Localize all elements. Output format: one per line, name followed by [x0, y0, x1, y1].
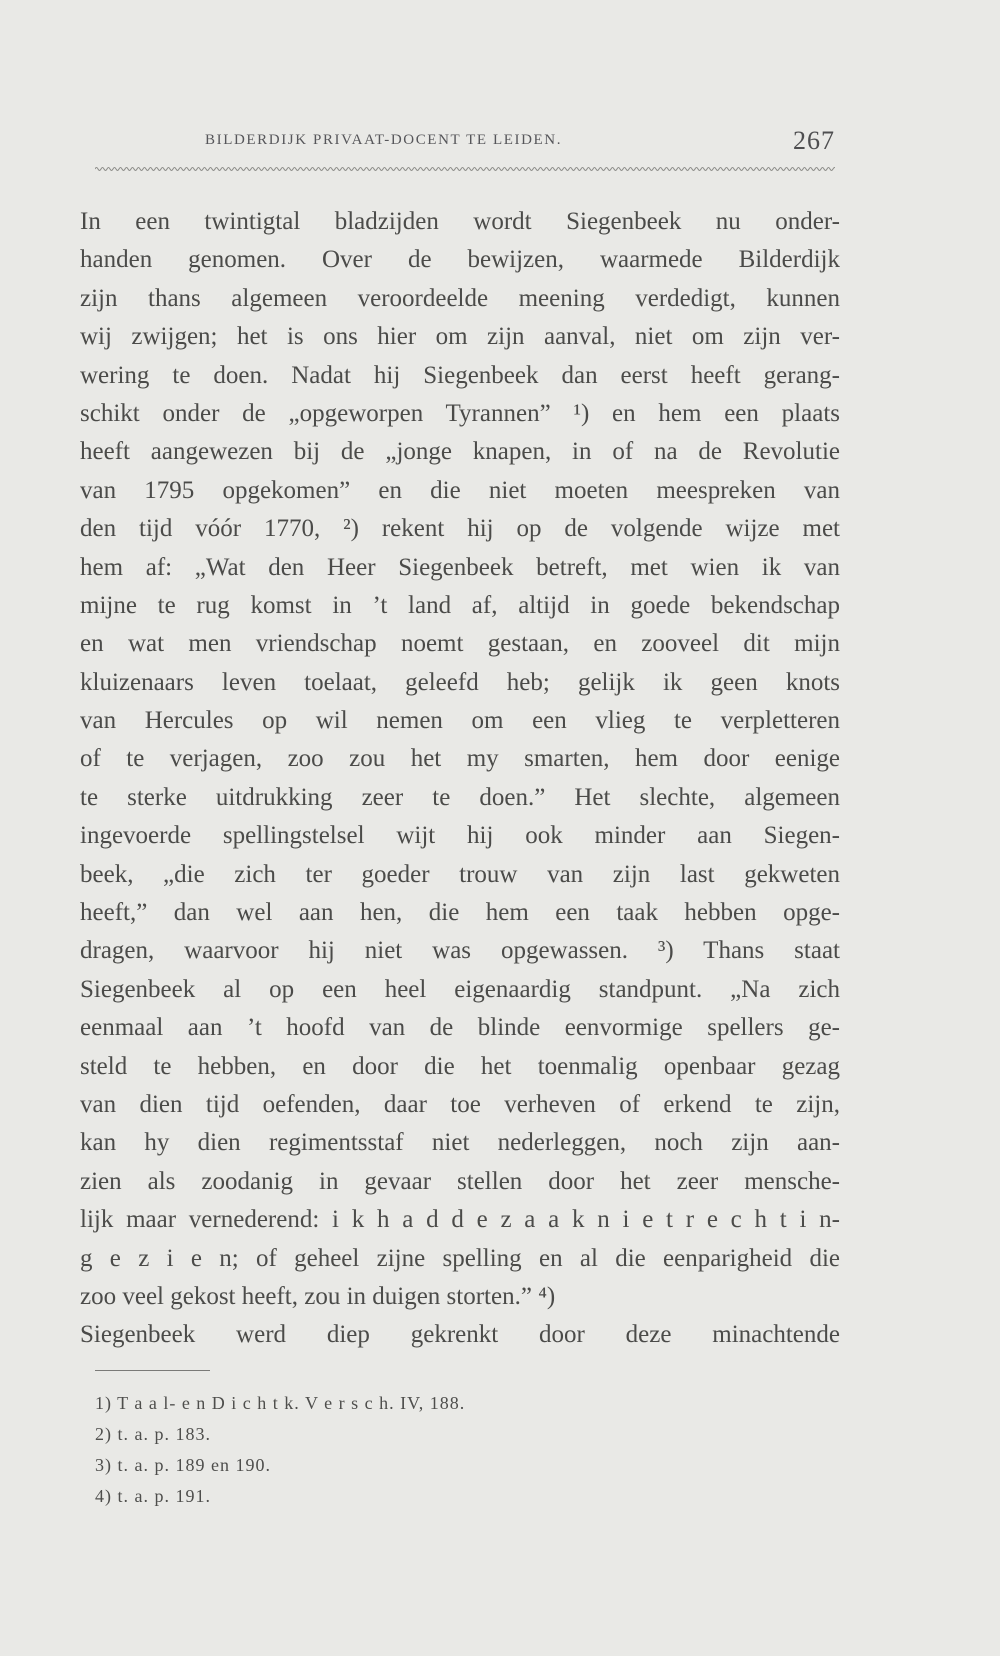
text-line: wering te doen. Nadat hij Siegenbeek dan eerst heeft gerang- — [80, 361, 840, 389]
text-line: hem af: „Wat den Heer Siegenbeek betreft, met wien ik van — [80, 553, 840, 581]
text-line: zoo veel gekost heeft, zou in duigen storten.” ⁴) — [80, 1282, 556, 1310]
text-line: kan hy dien regimentsstaf niet nederleggen, noch zijn aan- — [80, 1129, 840, 1157]
footnote-2: 2) t. a. p. 183. — [95, 1424, 211, 1444]
body-text — [80, 203, 840, 1355]
footnote-1: 1) T a a l- e n D i c h t k. V e r s c h. IV, 188. — [95, 1393, 466, 1413]
text-line: zijn thans algemeen veroordeelde meening verdedigt, kunnen — [80, 284, 840, 312]
footnotes — [95, 1388, 695, 1512]
text-line: heeft,” dan wel aan hen, die hem een taak hebben opge- — [80, 899, 840, 927]
text-line: mijne te rug komst in ’t land af, altijd in goede bekendschap — [80, 591, 840, 619]
text-line: zien als zoodanig in gevaar stellen door het zeer mensche- — [80, 1167, 840, 1195]
text-line: of te verjagen, zoo zou het my smarten, hem door eenige — [80, 745, 840, 773]
text-line: van Hercules op wil nemen om een vlieg te verpletteren — [80, 707, 840, 735]
text-line: g e z i e n; of geheel zijne spelling en al die eenparigheid die — [80, 1244, 840, 1272]
page-number: 267 — [793, 126, 835, 155]
text-line: van dien tijd oefenden, daar toe verheven of erkend te zijn, — [80, 1090, 840, 1118]
text-line: van 1795 opgekomen” en die niet moeten meespreken van — [80, 476, 840, 504]
text-line: dragen, waarvoor hij niet was opgewassen. ³) Thans staat — [80, 937, 840, 965]
text-line: Siegenbeek werd diep gekrenkt door deze minachtende — [80, 1321, 840, 1349]
text-line: steld te hebben, en door die het toenmalig openbaar gezag — [80, 1052, 840, 1080]
text-line: heeft aangewezen bij de „jonge knapen, in of na de Revolutie — [80, 438, 840, 466]
text-line: Siegenbeek al op een heel eigenaardig standpunt. „Na zich — [80, 975, 840, 1003]
footnote-rule — [95, 1370, 210, 1371]
ornamental-rule — [95, 165, 835, 173]
footnote-3: 3) t. a. p. 189 en 190. — [95, 1455, 271, 1475]
text-line: kluizenaars leven toelaat, geleefd heb; gelijk ik geen knots — [80, 668, 840, 696]
text-line: en wat men vriendschap noemt gestaan, en zooveel dit mijn — [80, 630, 840, 658]
text-line: ingevoerde spellingstelsel wijt hij ook minder aan Siegen- — [80, 822, 840, 850]
text-line: eenmaal aan ’t hoofd van de blinde eenvormige spellers ge- — [80, 1014, 840, 1042]
text-line: schikt onder de „opgeworpen Tyrannen” ¹) en hem een plaats — [80, 399, 840, 427]
running-head — [205, 128, 835, 156]
text-line: In een twintigtal bladzijden wordt Siegenbeek nu onder- — [80, 208, 840, 235]
text-line: handen genomen. Over de bewijzen, waarmede Bilderdijk — [80, 246, 840, 274]
text-line: te sterke uitdrukking zeer te doen.” Het slechte, algemeen — [80, 783, 840, 811]
text-line: den tijd vóór 1770, ²) rekent hij op de volgende wijze met — [80, 515, 840, 543]
text-line: beek, „die zich ter goeder trouw van zijn last gekweten — [80, 860, 840, 888]
running-title: BILDERDIJK PRIVAAT-DOCENT TE LEIDEN. — [205, 132, 563, 148]
text-line: lijk maar vernederend: i k h a d d e z a a k n i e t r e c h t i n- — [80, 1206, 840, 1234]
text-line: wij zwijgen; het is ons hier om zijn aanval, niet om zijn ver- — [80, 323, 840, 351]
footnote-4: 4) t. a. p. 191. — [95, 1486, 211, 1506]
